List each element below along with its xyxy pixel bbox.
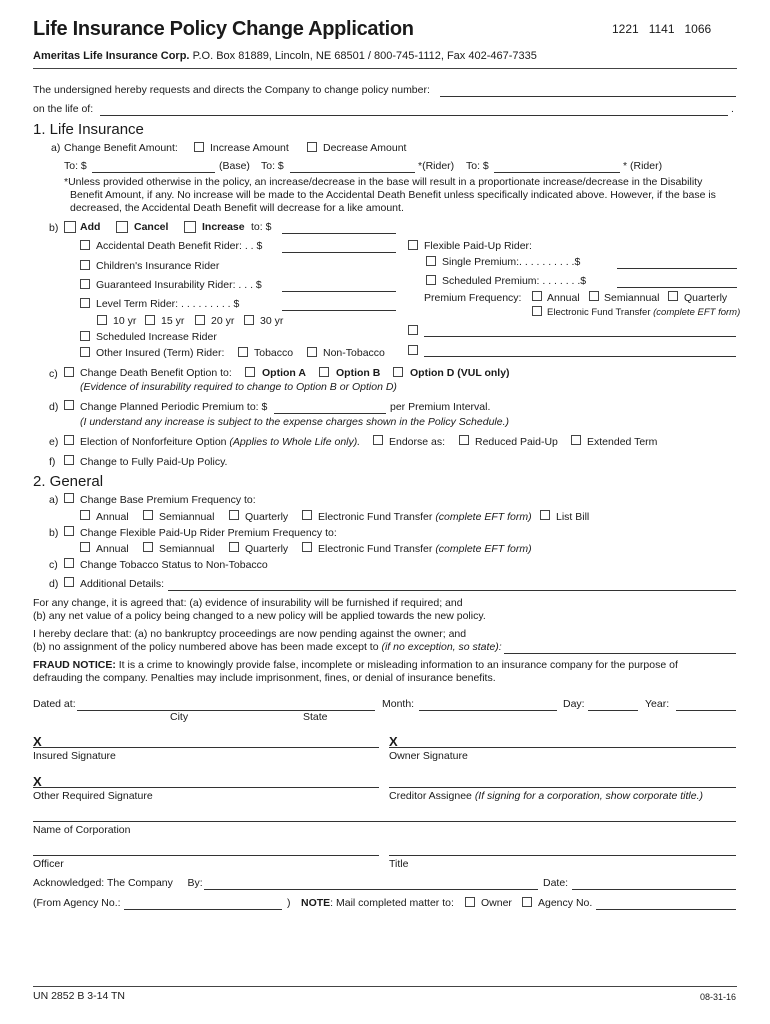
s1e-letter: e) <box>49 436 59 448</box>
city-label: City <box>170 711 189 723</box>
acknowledged-by-field[interactable] <box>204 889 538 890</box>
gir-label: Guaranteed Insurability Rider: . . . $ <box>96 279 262 291</box>
s2a-quarterly-checkbox[interactable] <box>229 510 239 520</box>
decrease-amount-label: Decrease Amount <box>323 142 407 154</box>
freq-annual-checkbox[interactable] <box>532 291 542 301</box>
base-amount-field[interactable] <box>92 172 215 173</box>
from-agency-field[interactable] <box>124 909 282 910</box>
dated-at-label: Dated at: <box>33 698 76 710</box>
creditor-note: (If signing for a corporation, show corporate title.) <box>474 790 704 802</box>
s2b-semiannual-label: Semiannual <box>159 543 215 555</box>
footer-divider <box>33 986 737 987</box>
note-text: : Mail completed matter to: <box>330 897 454 909</box>
state-label: State <box>303 711 328 723</box>
mail-agency-label: Agency No. <box>538 897 593 909</box>
s2b-eft-label <box>318 543 532 555</box>
other-x: X <box>33 774 42 789</box>
header-divider <box>33 68 737 69</box>
nonforfeiture-checkbox[interactable] <box>64 435 74 445</box>
agree-p2b <box>33 641 502 653</box>
mail-agency-field[interactable] <box>596 909 736 910</box>
rider1-amount-field[interactable] <box>290 172 415 173</box>
rider1-label: *(Rider) <box>418 160 455 172</box>
20yr-checkbox[interactable] <box>195 315 205 325</box>
other-signature-label: Other Required Signature <box>33 790 153 802</box>
extra-rider1-field[interactable] <box>424 336 736 337</box>
to-base-label: To: $ <box>64 160 87 172</box>
from-agency-label: (From Agency No.: <box>33 897 121 909</box>
15yr-checkbox[interactable] <box>145 315 155 325</box>
s1f-letter: f) <box>49 456 56 468</box>
note-line3: decreased, the Accidental Death Benefit will decrease for a like amount. <box>70 202 404 214</box>
s2b-annual-label: Annual <box>96 543 129 555</box>
day-label: Day: <box>563 698 585 710</box>
planned-premium-note: (I understand any increase is subject to the expense charges shown in the Policy Schedule.) <box>80 416 509 428</box>
s1a-label: Change Benefit Amount: <box>64 142 178 154</box>
section1-title: 1. Life Insurance <box>33 121 144 138</box>
s2b-eft-checkbox[interactable] <box>302 542 312 552</box>
creditor-label <box>389 790 703 802</box>
base-frequency-checkbox[interactable] <box>64 493 74 503</box>
additional-details-field[interactable] <box>168 590 736 591</box>
s2b-annual-checkbox[interactable] <box>80 542 90 552</box>
increase-label: Increase <box>202 221 245 233</box>
non-tobacco-label: Non-Tobacco <box>323 347 385 359</box>
company-address: P.O. Box 81889, Lincoln, NE 68501 / 800-745-1112, Fax 402-467-7335 <box>192 50 537 62</box>
sir-label: Scheduled Increase Rider <box>96 331 217 343</box>
reduced-paid-up-checkbox[interactable] <box>459 435 469 445</box>
company-line <box>33 50 537 62</box>
additional-details-checkbox[interactable] <box>64 577 74 587</box>
fpur-frequency-checkbox[interactable] <box>64 526 74 536</box>
month-label: Month: <box>382 698 415 710</box>
increase-checkbox[interactable] <box>184 221 196 233</box>
adb-rider-label: Accidental Death Benefit Rider: . . $ <box>96 240 263 252</box>
s2a-eft-text: Electronic Fund Transfer <box>318 511 433 523</box>
insured-signature-field[interactable] <box>33 747 379 748</box>
extra-rider1-checkbox[interactable] <box>408 325 418 335</box>
s2a-quarterly-label: Quarterly <box>245 511 289 523</box>
other-insured-checkbox[interactable] <box>80 347 90 357</box>
option-b-checkbox[interactable] <box>319 367 329 377</box>
extra-rider2-checkbox[interactable] <box>408 345 418 355</box>
s2a-letter: a) <box>49 494 59 506</box>
childrens-rider-label: Children's Insurance Rider <box>96 260 220 272</box>
intro-line1: The undersigned hereby requests and directs the Company to change policy number: <box>33 84 430 96</box>
ack-date-label: Date: <box>543 877 569 889</box>
freq-semiannual-checkbox[interactable] <box>589 291 599 301</box>
fraud-line1 <box>33 659 678 671</box>
fully-paid-up-checkbox[interactable] <box>64 455 74 465</box>
additional-details-label: Additional Details: <box>80 578 165 590</box>
s2a-eft-checkbox[interactable] <box>302 510 312 520</box>
from-agency-close: ) <box>287 897 291 909</box>
s2a-eft-note: (complete EFT form) <box>435 511 532 523</box>
gir-field[interactable] <box>282 291 396 292</box>
rider2-label: * (Rider) <box>623 160 663 172</box>
premium-frequency-label: Premium Frequency: <box>424 292 522 304</box>
other-signature-field[interactable] <box>33 787 379 788</box>
fpur-frequency-label: Change Flexible Paid-Up Rider Premium Frequency to: <box>80 527 337 539</box>
increase-amount-checkbox[interactable] <box>194 142 204 152</box>
adb-rider-field[interactable] <box>282 252 396 253</box>
agree-p2b-italic: (if no exception, so state): <box>381 641 502 653</box>
company-name: Ameritas Life Insurance Corp. <box>33 50 190 62</box>
20yr-label: 20 yr <box>211 315 235 327</box>
base-label: (Base) <box>219 160 250 172</box>
single-premium-label: Single Premium:. . . . . . . . . .$ <box>442 256 581 268</box>
death-benefit-checkbox[interactable] <box>64 367 74 377</box>
ack-date-field[interactable] <box>572 889 736 890</box>
fraud-text1: It is a crime to knowingly provide false, incomplete or misleading information to an insurance company for the purpose of <box>115 659 678 671</box>
eft-text: Electronic Fund Transfer <box>547 307 651 318</box>
single-premium-field[interactable] <box>617 268 737 269</box>
nonforfeiture-label <box>80 436 360 448</box>
freq-quarterly-checkbox[interactable] <box>668 291 678 301</box>
revision-date: 08-31-16 <box>700 992 737 1002</box>
nonforfeiture-note: (Applies to Whole Life only). <box>229 436 361 448</box>
single-premium-checkbox[interactable] <box>426 256 436 266</box>
freq-quarterly-label: Quarterly <box>684 292 728 304</box>
agree-p2a: I hereby declare that: (a) no bankruptcy proceedings are now pending against the owner; and <box>33 628 467 640</box>
s2a-semiannual-label: Semiannual <box>159 511 215 523</box>
mail-owner-label: Owner <box>481 897 512 909</box>
form-codes: 1221 1141 1066 <box>612 22 712 36</box>
tobacco-status-label: Change Tobacco Status to Non-Tobacco <box>80 559 268 571</box>
creditor-signature-field[interactable] <box>389 787 736 788</box>
month-field[interactable] <box>419 710 557 711</box>
to-rider2-label: To: $ <box>466 160 489 172</box>
freq-annual-label: Annual <box>547 292 580 304</box>
section2-title: 2. General <box>33 473 104 490</box>
reduced-paid-up-label: Reduced Paid-Up <box>475 436 558 448</box>
add-checkbox[interactable] <box>64 221 76 233</box>
s1d-letter: d) <box>49 401 59 413</box>
s2b-quarterly-checkbox[interactable] <box>229 542 239 552</box>
tobacco-checkbox[interactable] <box>238 347 248 357</box>
planned-premium-checkbox[interactable] <box>64 400 74 410</box>
option-note: (Evidence of insurability required to change to Option B or Option D) <box>80 381 397 393</box>
cancel-label: Cancel <box>134 221 169 233</box>
intro-line2: on the life of: <box>33 103 94 115</box>
note-line1: *Unless provided otherwise in the policy, an increase/decrease in the base will result in a proportionate increase/decrease in the Disability <box>64 176 703 188</box>
agree-p1a: For any change, it is agreed that: (a) evidence of insurability will be furnished if required; and <box>33 597 463 609</box>
creditor-text: Creditor Assignee <box>389 790 472 802</box>
title-label: Title <box>389 858 409 870</box>
planned-premium-per: per Premium Interval. <box>390 401 491 413</box>
scheduled-premium-label: Scheduled Premium: . . . . . . .$ <box>442 275 587 287</box>
intro-period: . <box>731 103 734 115</box>
endorse-label: Endorse as: <box>389 436 446 448</box>
s2c-letter: c) <box>49 559 58 571</box>
add-label: Add <box>80 221 101 233</box>
option-a-label: Option A <box>262 367 306 379</box>
fully-paid-up-label: Change to Fully Paid-Up Policy. <box>80 456 228 468</box>
page-title: Life Insurance Policy Change Application <box>33 18 414 40</box>
15yr-label: 15 yr <box>161 315 185 327</box>
s2d-letter: d) <box>49 578 59 590</box>
extended-term-checkbox[interactable] <box>571 435 581 445</box>
endorse-checkbox[interactable] <box>373 435 383 445</box>
extra-rider2-field[interactable] <box>424 356 736 357</box>
death-benefit-label: Change Death Benefit Option to: <box>80 367 232 379</box>
s2b-letter: b) <box>49 527 59 539</box>
dated-at-field[interactable] <box>77 710 375 711</box>
form-number: UN 2852 B 3-14 TN <box>33 990 126 1002</box>
mail-owner-checkbox[interactable] <box>465 897 475 907</box>
s1b-letter: b) <box>49 222 59 234</box>
scheduled-premium-checkbox[interactable] <box>426 275 436 285</box>
level-term-label: Level Term Rider: . . . . . . . . . $ <box>96 298 240 310</box>
nonforfeiture-text: Election of Nonforfeiture Option <box>80 436 227 448</box>
option-d-label: Option D (VUL only) <box>410 367 510 379</box>
extended-term-label: Extended Term <box>587 436 658 448</box>
s2b-eft-text: Electronic Fund Transfer <box>318 543 433 555</box>
decrease-amount-checkbox[interactable] <box>307 142 317 152</box>
eft-note: (complete EFT form) <box>653 307 741 318</box>
note-bold: NOTE <box>301 897 331 909</box>
childrens-rider-checkbox[interactable] <box>80 260 90 270</box>
to-rider1-label: To: $ <box>261 160 284 172</box>
planned-premium-label: Change Planned Periodic Premium to: $ <box>80 401 268 413</box>
s1c-letter: c) <box>49 368 58 380</box>
option-a-checkbox[interactable] <box>245 367 255 377</box>
s2b-quarterly-label: Quarterly <box>245 543 289 555</box>
agree-p2b-text: (b) no assignment of the policy numbered above has been made except to <box>33 641 379 653</box>
note-line <box>301 897 454 909</box>
assignment-field[interactable] <box>504 653 736 654</box>
gir-checkbox[interactable] <box>80 279 90 289</box>
corporation-label: Name of Corporation <box>33 824 131 836</box>
increase-to-label: to: $ <box>251 221 272 233</box>
option-d-checkbox[interactable] <box>393 367 403 377</box>
non-tobacco-checkbox[interactable] <box>307 347 317 357</box>
list-bill-label: List Bill <box>556 511 590 523</box>
sir-checkbox[interactable] <box>80 331 90 341</box>
s1a-letter: a) <box>51 142 61 154</box>
s2a-semiannual-checkbox[interactable] <box>143 510 153 520</box>
scheduled-premium-field[interactable] <box>617 287 737 288</box>
rider2-amount-field[interactable] <box>494 172 620 173</box>
tobacco-label: Tobacco <box>254 347 294 359</box>
30yr-checkbox[interactable] <box>244 315 254 325</box>
fraud-label: FRAUD NOTICE: <box>33 659 116 671</box>
fraud-line2: defrauding the company. Penalties may include imprisonment, fines, or denial of insurance benefits. <box>33 672 496 684</box>
note-line2: Benefit Amount, if any. No increase will be made to the Accidental Death Benefit unless specifically indicated above. However, if the base is <box>70 189 716 201</box>
cancel-checkbox[interactable] <box>116 221 128 233</box>
s2b-eft-note: (complete EFT form) <box>435 543 532 555</box>
acknowledged-label: Acknowledged: The Company By: <box>33 877 203 889</box>
increase-amount-label: Increase Amount <box>210 142 289 154</box>
owner-x: X <box>389 734 398 749</box>
30yr-label: 30 yr <box>260 315 284 327</box>
insured-name-field[interactable] <box>100 115 728 116</box>
agree-p1b: (b) any net value of a policy being changed to a new policy will be applied towards the new policy. <box>33 610 486 622</box>
freq-eft-label <box>547 307 740 318</box>
title-field[interactable] <box>389 855 736 856</box>
day-field[interactable] <box>588 710 638 711</box>
year-label: Year: <box>645 698 670 710</box>
freq-eft-checkbox[interactable] <box>532 306 542 316</box>
base-frequency-label: Change Base Premium Frequency to: <box>80 494 256 506</box>
level-term-field[interactable] <box>282 310 396 311</box>
corporation-field[interactable] <box>33 821 736 822</box>
tobacco-status-checkbox[interactable] <box>64 558 74 568</box>
planned-premium-field[interactable] <box>274 413 386 414</box>
10yr-label: 10 yr <box>113 315 137 327</box>
mail-agency-checkbox[interactable] <box>522 897 532 907</box>
fpur-checkbox[interactable] <box>408 240 418 250</box>
option-b-label: Option B <box>336 367 381 379</box>
officer-label: Officer <box>33 858 64 870</box>
list-bill-checkbox[interactable] <box>540 510 550 520</box>
year-field[interactable] <box>676 710 736 711</box>
insured-x: X <box>33 734 42 749</box>
fpur-label: Flexible Paid-Up Rider: <box>424 240 532 252</box>
owner-signature-field[interactable] <box>389 747 736 748</box>
s2b-semiannual-checkbox[interactable] <box>143 542 153 552</box>
10yr-checkbox[interactable] <box>97 315 107 325</box>
policy-number-field[interactable] <box>440 96 736 97</box>
level-term-checkbox[interactable] <box>80 298 90 308</box>
other-insured-label: Other Insured (Term) Rider: <box>96 347 225 359</box>
owner-signature-label: Owner Signature <box>389 750 468 762</box>
freq-semiannual-label: Semiannual <box>604 292 660 304</box>
adb-rider-checkbox[interactable] <box>80 240 90 250</box>
s2a-annual-checkbox[interactable] <box>80 510 90 520</box>
s2a-eft-label <box>318 511 532 523</box>
officer-field[interactable] <box>33 855 379 856</box>
s2a-annual-label: Annual <box>96 511 129 523</box>
insured-signature-label: Insured Signature <box>33 750 116 762</box>
increase-amount-field[interactable] <box>282 233 396 234</box>
